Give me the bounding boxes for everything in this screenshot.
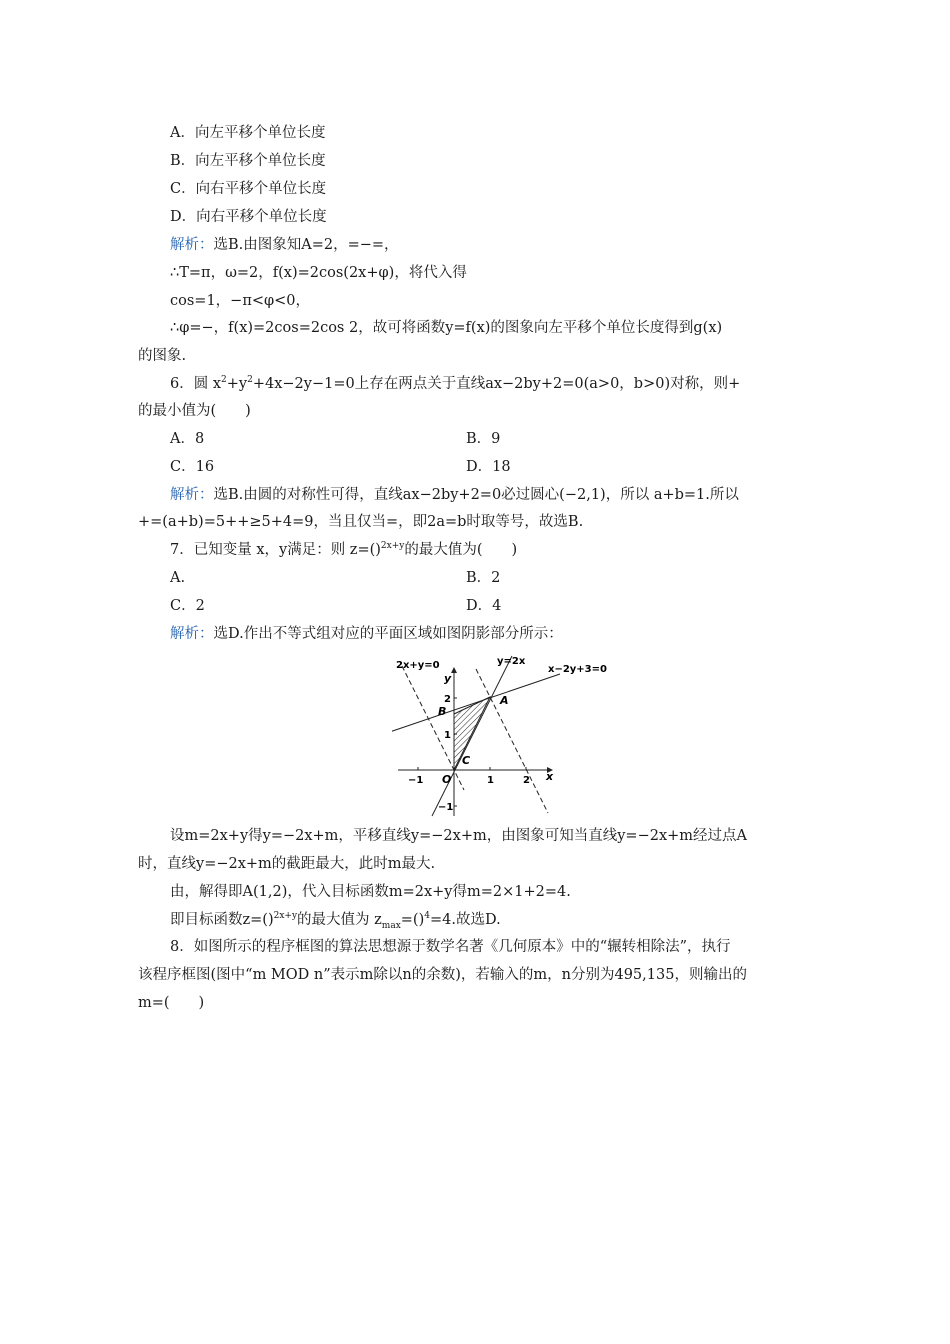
q7-body-line-1: 设m=2x+y得y=−2x+m，平移直线y=−2x+m，由图象可知当直线y=−2x+m经过点A bbox=[170, 828, 747, 844]
q7-body-4-part-a: 即目标函数z=() bbox=[170, 912, 274, 928]
q7-body-4-subscript: max bbox=[381, 920, 401, 931]
q7-stem-part-a: 7．已知变量 x，y满足：则 z=() bbox=[170, 542, 381, 558]
q6-stem-line-2: 的最小值为( ) bbox=[138, 403, 251, 419]
q7-body-line-3: 由，解得即A(1,2)，代入目标函数m=2x+y得m=2×1+2=4. bbox=[170, 884, 571, 900]
tick-y-1: 1 bbox=[444, 730, 451, 741]
q5-solution-label: 解析： bbox=[170, 237, 214, 253]
q7-option-a: A. bbox=[170, 570, 186, 586]
q6-option-b: B．9 bbox=[466, 431, 501, 447]
q6-solution-line-2: +=(a+b)=5++≥5+4=9，当且仅当=，即2a=b时取等号，故选B. bbox=[138, 514, 584, 530]
q6-exp-1: 2 bbox=[221, 375, 227, 386]
point-a-label: A bbox=[500, 694, 509, 707]
origin-label: O bbox=[442, 773, 452, 786]
q7-body-4-part-c: =() bbox=[400, 912, 425, 928]
q6-option-d: D．18 bbox=[466, 459, 511, 475]
q7-stem-part-b: 的最大值为( ) bbox=[404, 542, 518, 558]
tick-x-2: 2 bbox=[523, 775, 530, 786]
q6-solution-line-1 bbox=[170, 485, 739, 505]
point-c-label: C bbox=[462, 754, 471, 767]
q6-option-a: A．8 bbox=[170, 431, 205, 447]
q6-solution-text-1: 选B.由圆的对称性可得，直线ax−2by+2=0必过圆心(−2,1)，所以 a+b=1.所以 bbox=[213, 487, 739, 503]
q5-solution-line-3: cos=1，−π<φ<0， bbox=[170, 293, 311, 309]
q6-stem-part-c: +4x−2y−1=0上存在两点关于直线ax−2by+2=0(a>0，b>0)对称，则+ bbox=[252, 376, 741, 392]
q5-option-b: B．向左平移个单位长度 bbox=[170, 153, 326, 169]
q7-body-4-part-b: 的最大值为 z bbox=[297, 912, 382, 928]
q7-body-line-2: 时，直线y=−2x+m的截距最大，此时m最大. bbox=[138, 856, 436, 872]
q7-body-4-part-d: =4.故选D. bbox=[429, 912, 501, 928]
q5-solution-text-1: 选B.由图象知A=2，=−=， bbox=[213, 237, 399, 253]
q7-option-b: B．2 bbox=[466, 570, 501, 586]
tick-x-minus-1: −1 bbox=[408, 775, 424, 786]
label-y-2x: y=2x bbox=[497, 656, 526, 667]
q7-solution-line-1 bbox=[170, 624, 563, 644]
q7-body-4-exponent: 2x+y bbox=[273, 911, 298, 922]
q7-stem bbox=[170, 540, 517, 560]
q6-exp-2: 2 bbox=[247, 375, 253, 386]
tick-y-2: 2 bbox=[444, 694, 451, 705]
q6-option-c: C．16 bbox=[170, 459, 215, 475]
q6-solution-label: 解析： bbox=[170, 487, 214, 503]
q7-solution-text-1: 选D.作出不等式组对应的平面区域如图阴影部分所示： bbox=[213, 626, 563, 642]
point-b-label: B bbox=[438, 705, 447, 718]
q8-stem-line-3: m=( ) bbox=[138, 995, 205, 1011]
axis-y-label: y bbox=[444, 672, 452, 685]
axis-x-label: x bbox=[546, 770, 554, 783]
q5-option-d: D．向右平移个单位长度 bbox=[170, 209, 327, 225]
q5-option-c: C．向右平移个单位长度 bbox=[170, 181, 327, 197]
q5-solution-line-1 bbox=[170, 235, 399, 255]
tick-x-1: 1 bbox=[487, 775, 494, 786]
q8-stem-line-1: 8．如图所示的程序框图的算法思想源于数学名著《几何原本》中的“辗转相除法”，执行 bbox=[170, 939, 731, 955]
q7-stem-exponent: 2x+y bbox=[380, 541, 405, 552]
q7-body-4-exponent-2: 4 bbox=[424, 911, 430, 922]
q6-stem-line-1 bbox=[170, 374, 740, 394]
tick-y-minus-1: −1 bbox=[438, 802, 454, 813]
q7-option-c: C．2 bbox=[170, 598, 205, 614]
q7-option-d: D．4 bbox=[466, 598, 502, 614]
q6-stem-part-b: +y bbox=[226, 376, 248, 392]
q6-stem-part-a: 6．圆 x bbox=[170, 376, 222, 392]
q5-option-a: A．向左平移个单位长度 bbox=[170, 125, 326, 141]
feasible-region-figure bbox=[392, 650, 612, 820]
q5-solution-line-5: 的图象. bbox=[138, 348, 187, 364]
q5-solution-line-4: ∴φ=−，f(x)=2cos=2cos 2，故可将函数y=f(x)的图象向左平移个单位长度得到g(x) bbox=[170, 320, 723, 336]
label-2x-y-0: 2x+y=0 bbox=[396, 660, 440, 671]
q8-stem-line-2: 该程序框图(图中“m MOD n”表示m除以n的余数)，若输入的m，n分别为495,135，则输出的 bbox=[138, 967, 747, 983]
label-x-2y-3: x−2y+3=0 bbox=[548, 664, 607, 675]
q7-solution-label: 解析： bbox=[170, 626, 214, 642]
q5-solution-line-2: ∴T=π，ω=2，f(x)=2cos(2x+φ)，将代入得 bbox=[170, 265, 467, 281]
q7-body-line-4 bbox=[170, 910, 501, 930]
